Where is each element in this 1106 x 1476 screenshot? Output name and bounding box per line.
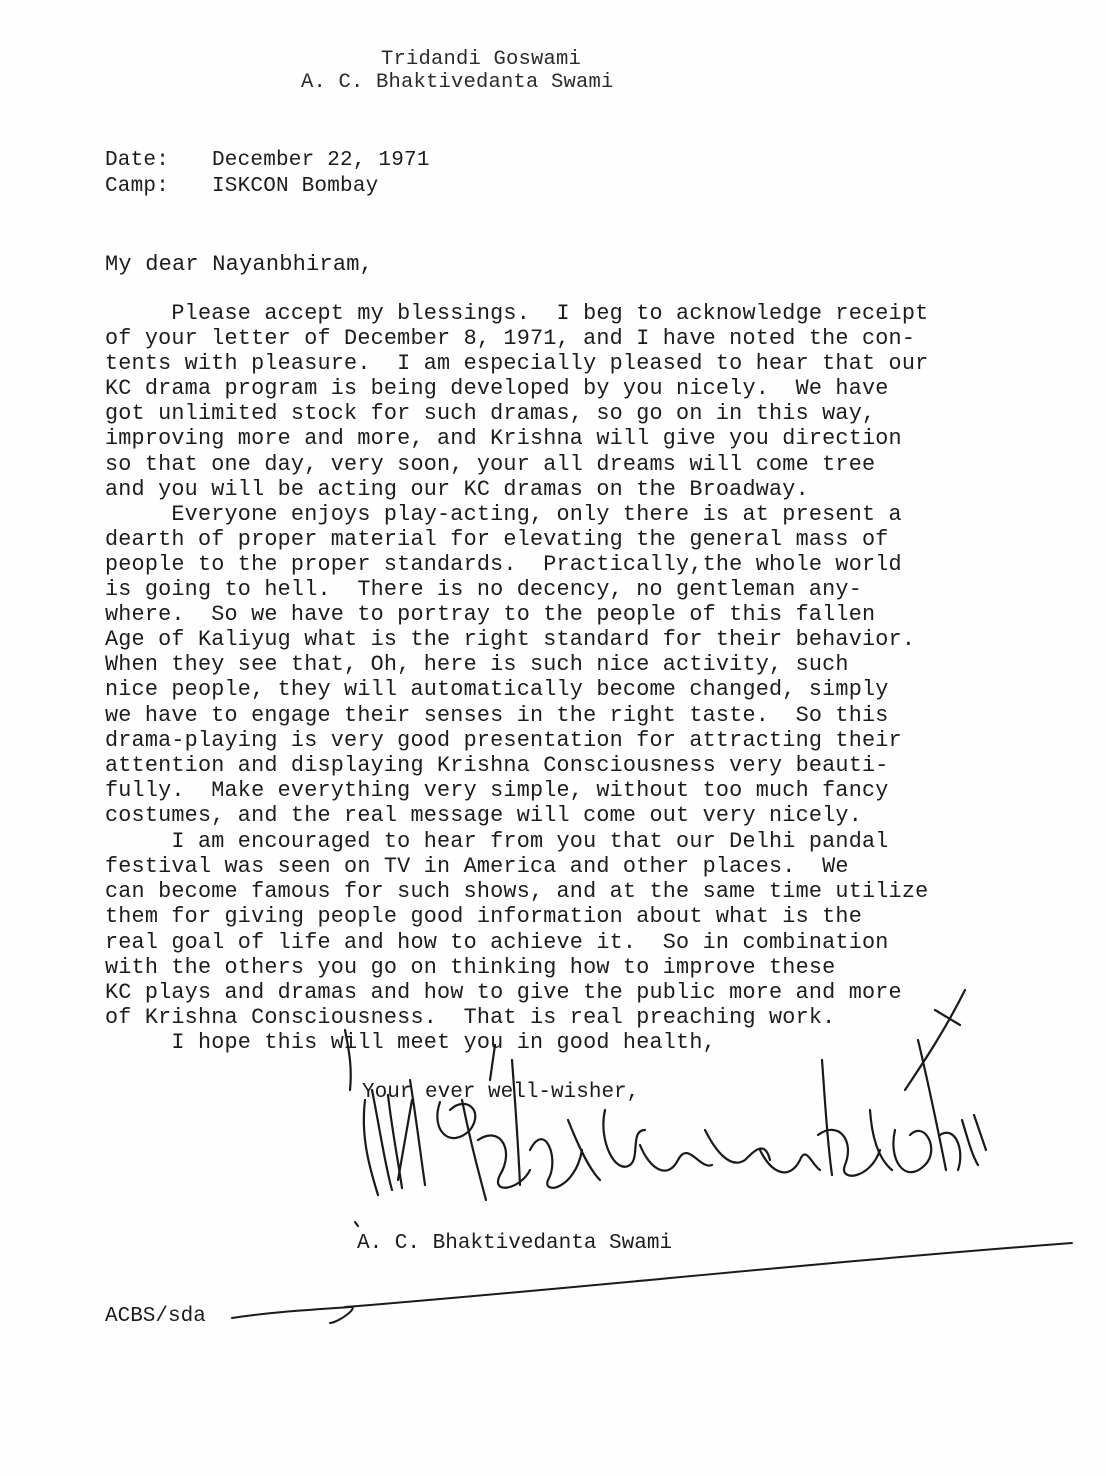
- body-line: of your letter of December 8, 1971, and I have noted the con-: [105, 326, 916, 351]
- body-line: attention and displaying Krishna Consciousness very beauti-: [105, 753, 889, 778]
- body-line: KC plays and dramas and how to give the public more and more: [105, 980, 902, 1005]
- body-line: so that one day, very soon, your all dreams will come tree: [105, 452, 876, 477]
- letterhead-name: A. C. Bhaktivedanta Swami: [301, 71, 614, 94]
- camp-value: ISKCON Bombay: [212, 175, 379, 198]
- body-line: festival was seen on TV in America and other places. We: [105, 854, 849, 879]
- body-line: tents with pleasure. I am especially pleased to hear that our: [105, 351, 929, 376]
- body-line: them for giving people good information about what is the: [105, 904, 862, 929]
- reference-initials: ACBS/sda: [105, 1305, 206, 1328]
- body-line: with the others you go on thinking how to improve these: [105, 955, 836, 980]
- body-line: Everyone enjoys play-acting, only there is at present a: [105, 502, 902, 527]
- salutation: My dear Nayanbhiram,: [105, 252, 374, 277]
- body-line: people to the proper standards. Practically,the whole world: [105, 552, 902, 577]
- body-line: and you will be acting our KC dramas on the Broadway.: [105, 477, 809, 502]
- body-line: we have to engage their senses in the right taste. So this: [105, 703, 889, 728]
- body-line: of Krishna Consciousness. That is real preaching work.: [105, 1005, 836, 1030]
- signature-name: A. C. Bhaktivedanta Swami: [357, 1232, 673, 1255]
- body-line: Please accept my blessings. I beg to acknowledge receipt: [105, 301, 929, 326]
- body-line: drama-playing is very good presentation for attracting their: [105, 728, 902, 753]
- letterhead-title: Tridandi Goswami: [381, 48, 582, 71]
- body-line: fully. Make everything very simple, without too much fancy: [105, 778, 889, 803]
- date-label: Date:: [105, 149, 170, 172]
- body-line: is going to hell. There is no decency, no gentleman any-: [105, 577, 862, 602]
- body-line: where. So we have to portray to the people of this fallen: [105, 602, 876, 627]
- body-line: KC drama program is being developed by you nicely. We have: [105, 376, 889, 401]
- reference-underline: [232, 1307, 353, 1323]
- closing: Your ever well-wisher,: [362, 1081, 640, 1104]
- body-line: When they see that, Oh, here is such nice activity, such: [105, 652, 849, 677]
- body-line: improving more and more, and Krishna will give you direction: [105, 426, 902, 451]
- body-line: real goal of life and how to achieve it. So in combination: [105, 930, 889, 955]
- body-line: costumes, and the real message will come out very nicely.: [105, 803, 862, 828]
- camp-label: Camp:: [105, 175, 170, 198]
- body-line: Age of Kaliyug what is the right standard for their behavior.: [105, 627, 916, 652]
- body-line: got unlimited stock for such dramas, so go on in this way,: [105, 401, 876, 426]
- date-value: December 22, 1971: [212, 149, 430, 172]
- body-line: I hope this will meet you in good health,: [105, 1030, 716, 1055]
- body-line: can become famous for such shows, and at the same time utilize: [105, 879, 929, 904]
- body-line: nice people, they will automatically become changed, simply: [105, 677, 889, 702]
- body-line: I am encouraged to hear from you that our Delhi pandal: [105, 829, 889, 854]
- body-line: dearth of proper material for elevating the general mass of: [105, 527, 889, 552]
